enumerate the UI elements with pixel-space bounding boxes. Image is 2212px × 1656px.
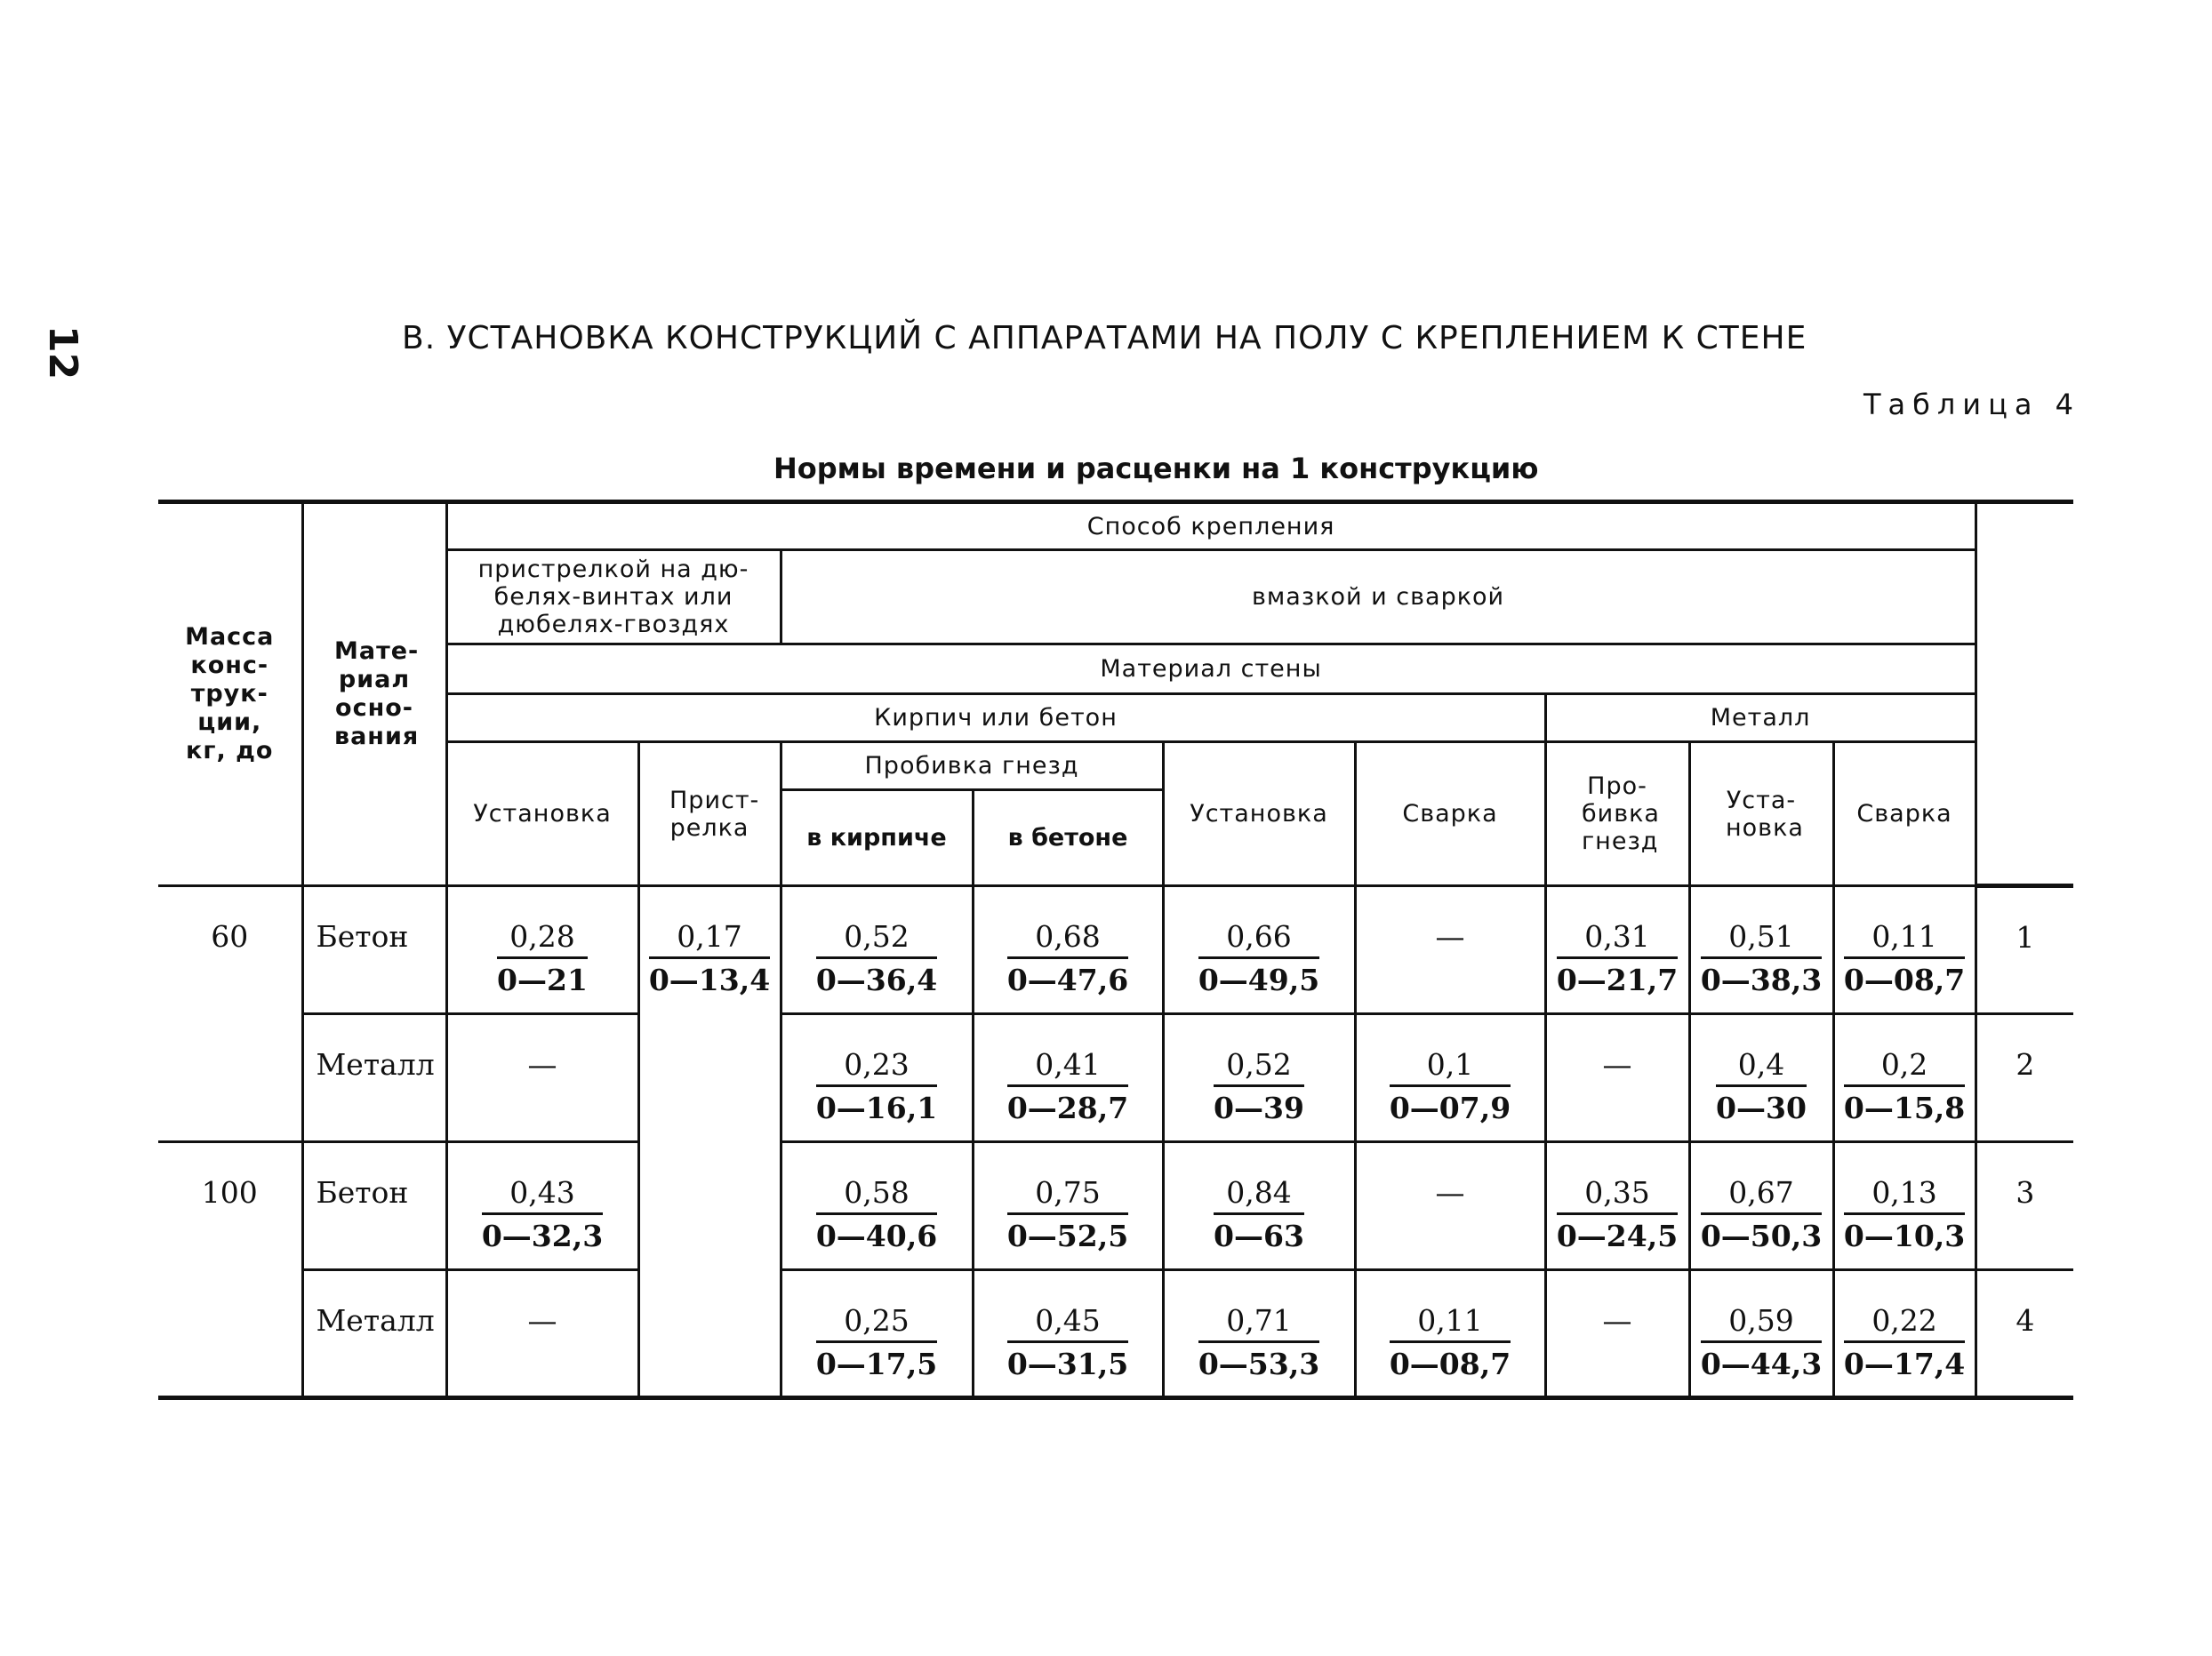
rate: 0—53,3 (1198, 1347, 1320, 1381)
fraction (1844, 1303, 1965, 1382)
fraction (1844, 1047, 1965, 1126)
rate: 0—07,9 (1389, 1091, 1511, 1125)
cell-in-brick (781, 1014, 973, 1142)
norm-time: 0,28 (497, 919, 588, 959)
cell-in-concrete (973, 1142, 1163, 1270)
rate: 0—28,7 (1006, 1091, 1129, 1125)
norm-time: 0,13 (1844, 1175, 1965, 1215)
material-cell: Бетон (302, 886, 446, 1014)
dash: — (1435, 1175, 1465, 1210)
row-number: 4 (1976, 1270, 2073, 1398)
cell-shoot-empty (638, 1014, 781, 1142)
cell-install (446, 886, 638, 1014)
cell-install (446, 1014, 638, 1142)
rate: 0—21 (497, 963, 588, 997)
header-installation-metal-text: Уста-новка (1726, 786, 1804, 842)
cell-install (446, 1142, 638, 1270)
header-mass (158, 502, 302, 886)
cell-punch-metal (1545, 1014, 1689, 1142)
material-cell: Металл (302, 1270, 446, 1398)
cell-in-concrete (973, 1270, 1163, 1398)
rate: 0—13,4 (648, 963, 771, 997)
cell-in-brick (781, 886, 973, 1014)
cell-install-metal (1689, 1142, 1833, 1270)
cell-install-2 (1163, 1014, 1355, 1142)
rate: 0—17,4 (1843, 1347, 1966, 1381)
row-number: 2 (1976, 1014, 2073, 1142)
fraction (1716, 1047, 1807, 1126)
norm-time: 0,11 (1390, 1303, 1511, 1343)
fraction (816, 1175, 937, 1254)
fraction (1701, 919, 1822, 998)
rate: 0—44,3 (1700, 1347, 1823, 1381)
row-number: 3 (1976, 1142, 2073, 1270)
dash: — (1602, 1303, 1632, 1338)
norm-time: 0,68 (1007, 919, 1128, 959)
cell-weld-metal (1833, 1142, 1976, 1270)
cell-punch-metal (1545, 1142, 1689, 1270)
fraction (1557, 919, 1678, 998)
dash: — (527, 1047, 557, 1082)
header-metal: Металл (1545, 694, 1976, 742)
header-socket-punching: Пробивка гнезд (781, 742, 1163, 790)
fraction (1198, 1303, 1319, 1382)
norm-time: 0,25 (816, 1303, 937, 1343)
norm-time: 0,52 (816, 919, 937, 959)
rate: 0—16,1 (815, 1091, 938, 1125)
fraction (1557, 1175, 1678, 1254)
norm-time: 0,35 (1557, 1175, 1678, 1215)
header-socket-punching-metal (1545, 742, 1689, 886)
header-rownum-blank (1976, 502, 2073, 886)
norm-time: 0,17 (649, 919, 770, 959)
fraction (1214, 1175, 1304, 1254)
header-installation-2: Установка (1163, 742, 1355, 886)
fraction (1390, 1303, 1511, 1382)
norm-time: 0,84 (1214, 1175, 1304, 1215)
rate: 0—63 (1214, 1219, 1304, 1253)
mass-empty (158, 1014, 302, 1142)
norm-time: 0,2 (1844, 1047, 1965, 1087)
rate: 0—40,6 (815, 1219, 938, 1253)
row-number: 1 (1976, 886, 2073, 1014)
norm-time: 0,59 (1701, 1303, 1822, 1343)
cell-punch-metal (1545, 1270, 1689, 1398)
cell-install-metal (1689, 886, 1833, 1014)
cell-install-2 (1163, 886, 1355, 1014)
fraction (1844, 1175, 1965, 1254)
norm-time: 0,31 (1557, 919, 1678, 959)
rate: 0—15,8 (1843, 1091, 1966, 1125)
norm-time: 0,67 (1701, 1175, 1822, 1215)
header-method-mortar-welding: вмазкой и сваркой (781, 550, 1976, 644)
fraction (816, 919, 937, 998)
norm-time: 0,43 (482, 1175, 603, 1215)
rate: 0—52,5 (1006, 1219, 1129, 1253)
cell-shoot (638, 886, 781, 1014)
fraction (1007, 1303, 1128, 1382)
fraction (482, 1175, 603, 1254)
cell-in-concrete (973, 886, 1163, 1014)
rate: 0—47,6 (1006, 963, 1129, 997)
cell-in-brick (781, 1142, 973, 1270)
norm-time: 0,11 (1844, 919, 1965, 959)
header-base-material-text: Мате-риал осно-вания (334, 637, 420, 750)
cell-weld-metal (1833, 1270, 1976, 1398)
section-title: В. УСТАНОВКА КОНСТРУКЦИЙ С АППАРАТАМИ НА ПОЛУ С КРЕПЛЕНИЕМ К СТЕНЕ (402, 320, 1807, 356)
norm-time: 0,4 (1716, 1047, 1807, 1087)
rate: 0—36,4 (815, 963, 938, 997)
cell-weld (1355, 1270, 1545, 1398)
norm-time: 0,23 (816, 1047, 937, 1087)
header-brick-or-concrete: Кирпич или бетон (446, 694, 1545, 742)
rate: 0—17,5 (815, 1347, 938, 1381)
header-shooting (638, 742, 781, 886)
fraction (1390, 1047, 1511, 1126)
header-in-concrete: в бетоне (973, 790, 1163, 886)
cell-in-concrete (973, 1014, 1163, 1142)
fraction (1007, 1047, 1128, 1126)
rate: 0—30 (1716, 1091, 1807, 1125)
norm-time: 0,71 (1198, 1303, 1319, 1343)
page-number: 12 (40, 325, 85, 380)
fraction (1844, 919, 1965, 998)
rate: 0—08,7 (1389, 1347, 1511, 1381)
fraction (1214, 1047, 1304, 1126)
mass-100: 100 (158, 1142, 302, 1270)
cell-shoot-empty (638, 1270, 781, 1398)
norm-time: 0,51 (1701, 919, 1822, 959)
header-wall-material: Материал стены (446, 644, 1976, 694)
table-caption: Нормы времени и расценки на 1 конструкцию (773, 452, 1539, 485)
cell-install-metal (1689, 1014, 1833, 1142)
header-in-brick: в кирпиче (781, 790, 973, 886)
cell-weld (1355, 886, 1545, 1014)
norm-time: 0,45 (1007, 1303, 1128, 1343)
norm-time: 0,52 (1214, 1047, 1304, 1087)
rate: 0—49,5 (1198, 963, 1320, 997)
cell-in-brick (781, 1270, 973, 1398)
norm-time: 0,66 (1198, 919, 1319, 959)
fraction (649, 919, 770, 998)
fraction (1701, 1303, 1822, 1382)
rate: 0—08,7 (1843, 963, 1966, 997)
rate: 0—24,5 (1556, 1219, 1679, 1253)
material-cell: Бетон (302, 1142, 446, 1270)
cell-weld-metal (1833, 886, 1976, 1014)
rate: 0—38,3 (1700, 963, 1823, 997)
dash: — (527, 1303, 557, 1338)
header-method-shooting (446, 550, 781, 644)
header-installation: Установка (446, 742, 638, 886)
fraction (1701, 1175, 1822, 1254)
cell-weld (1355, 1142, 1545, 1270)
fraction (1007, 1175, 1128, 1254)
cell-weld (1355, 1014, 1545, 1142)
header-method-shooting-text: пристрелкой на дю-белях-винтах или дюбелях-гвоздях (477, 556, 749, 638)
norm-time: 0,1 (1390, 1047, 1511, 1087)
cell-install (446, 1270, 638, 1398)
cell-install-2 (1163, 1142, 1355, 1270)
rate: 0—31,5 (1006, 1347, 1129, 1381)
header-fastening-method: Способ крепления (446, 502, 1976, 550)
norm-time: 0,75 (1007, 1175, 1128, 1215)
fraction (1007, 919, 1128, 998)
rate: 0—39 (1214, 1091, 1304, 1125)
rate: 0—50,3 (1700, 1219, 1823, 1253)
norm-time: 0,58 (816, 1175, 937, 1215)
mass-60: 60 (158, 886, 302, 1014)
cell-install-metal (1689, 1270, 1833, 1398)
rate: 0—10,3 (1843, 1219, 1966, 1253)
cell-shoot-empty (638, 1142, 781, 1270)
fraction (497, 919, 588, 998)
header-installation-metal (1689, 742, 1833, 886)
cell-punch-metal (1545, 886, 1689, 1014)
header-welding: Сварка (1355, 742, 1545, 886)
norm-time: 0,22 (1844, 1303, 1965, 1343)
dash: — (1435, 919, 1465, 954)
fraction (816, 1303, 937, 1382)
header-shooting-text: Прист-релка (669, 786, 760, 842)
rate: 0—32,3 (481, 1219, 604, 1253)
norm-time: 0,41 (1007, 1047, 1128, 1087)
fraction (816, 1047, 937, 1126)
header-welding-metal: Сварка (1833, 742, 1976, 886)
norms-table (158, 500, 2073, 1400)
cell-install-2 (1163, 1270, 1355, 1398)
material-cell: Металл (302, 1014, 446, 1142)
header-base-material (302, 502, 446, 886)
cell-weld-metal (1833, 1014, 1976, 1142)
fraction (1198, 919, 1319, 998)
rate: 0—21,7 (1556, 963, 1679, 997)
mass-empty (158, 1270, 302, 1398)
table-label: Таблица 4 (1863, 388, 2080, 421)
header-socket-punching-metal-text: Про-бивка гнезд (1582, 772, 1660, 855)
dash: — (1602, 1047, 1632, 1082)
header-mass-text: Масса конс-трук-ции, кг, до (185, 623, 275, 764)
